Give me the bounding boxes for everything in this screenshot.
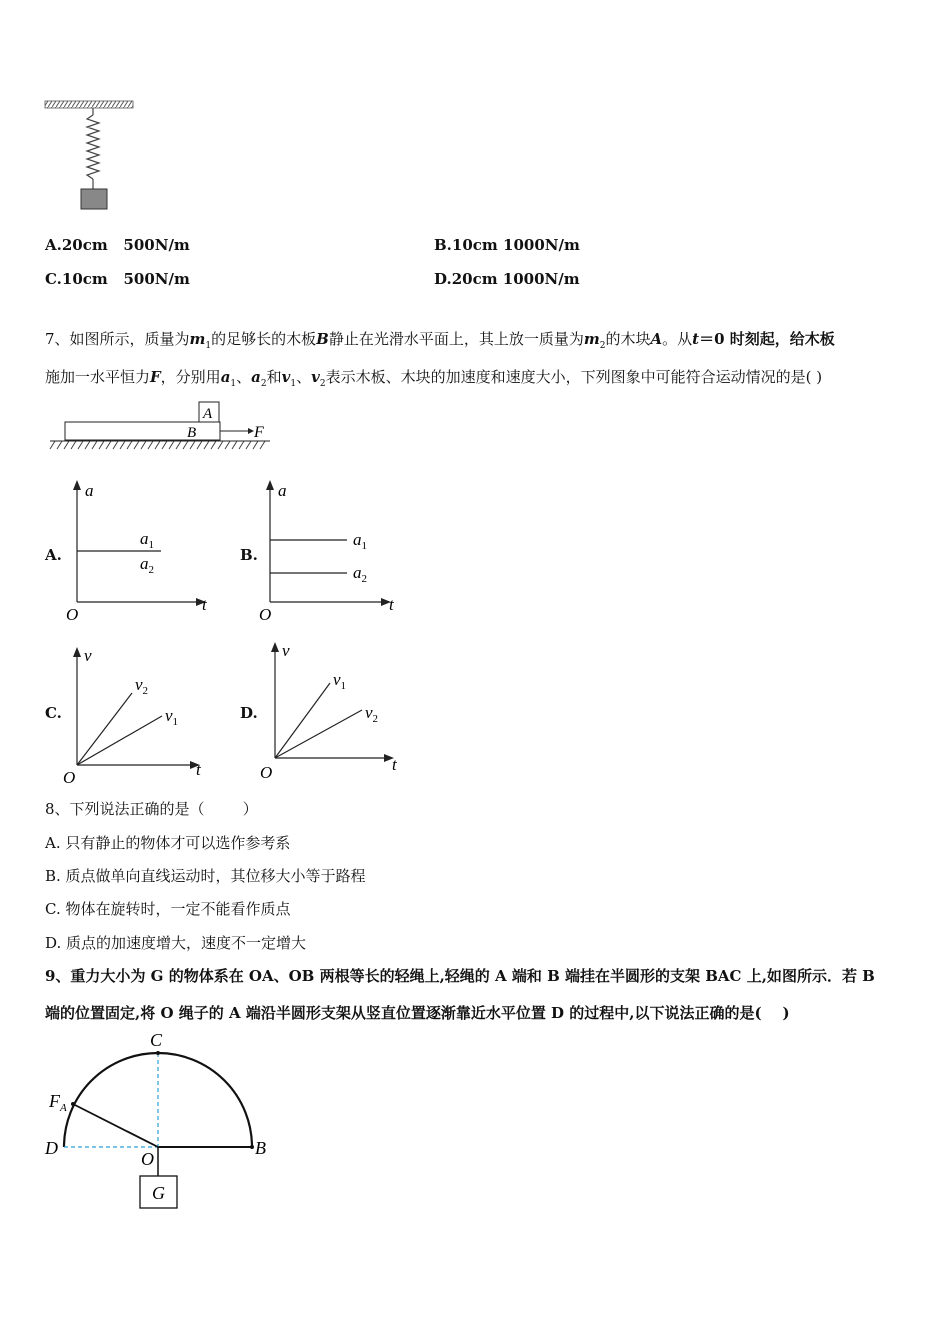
q6-option-a[interactable] bbox=[45, 236, 190, 254]
q7-text: 和 bbox=[266, 368, 282, 386]
q7-var-v1: v bbox=[281, 368, 291, 386]
q6-option-a-letter: A. bbox=[45, 236, 62, 254]
q7-text: 、 bbox=[296, 368, 312, 386]
graph-a-y-label: a bbox=[85, 481, 94, 500]
semicircle-frame-figure bbox=[40, 1026, 280, 1216]
graph-b-a2: $a_2$ bbox=[353, 563, 367, 585]
rope-oa bbox=[73, 1104, 158, 1147]
q7-var-m2: m bbox=[583, 330, 600, 348]
graph-a-a2: $a_2$ bbox=[140, 554, 154, 576]
q7-text: 、 bbox=[236, 368, 252, 386]
graph-d-v2: $v_2$ bbox=[365, 703, 379, 725]
q8-option-c[interactable]: C. 物体在旋转时，一定不能看作质点 bbox=[45, 900, 291, 918]
graph-d-x-label: t bbox=[392, 755, 397, 774]
graph-b-a1: $a_1$ bbox=[353, 530, 367, 552]
graph-a-a1: $a_1$ bbox=[140, 529, 154, 551]
q7-text: 静止在光滑水平面上，其上放一质量为 bbox=[328, 330, 584, 348]
graph-b-x-label: t bbox=[389, 595, 394, 614]
label-d: D bbox=[45, 1138, 58, 1158]
q7-var-a: A bbox=[650, 330, 663, 348]
graph-c-origin: O bbox=[63, 768, 76, 787]
point-c bbox=[156, 1051, 160, 1055]
q7-var-v2: v bbox=[311, 368, 320, 386]
label-c: C bbox=[150, 1030, 163, 1050]
q7-var-a2: a bbox=[251, 368, 261, 386]
q6-option-c-text: 10cm 500N/m bbox=[61, 270, 190, 288]
q7-option-a[interactable]: A. bbox=[45, 546, 62, 564]
graph-b-origin: O bbox=[259, 605, 272, 624]
label-o: O bbox=[141, 1149, 154, 1169]
q7-var-a1: a bbox=[220, 368, 231, 386]
q7-stem-line2 bbox=[45, 366, 822, 389]
graph-d bbox=[258, 638, 418, 783]
q6-option-b-text: 10cm 1000N/m bbox=[451, 236, 580, 254]
q7-text: ，分别用 bbox=[160, 368, 221, 386]
spring-mass-figure bbox=[40, 95, 140, 215]
q9-stem-line2: 端的位置固定,将 O 绳子的 A 端沿半圆形支架从竖直位置逐渐靠近水平位置 D 的过程中,以下说法正确的是( ) bbox=[45, 1004, 790, 1022]
graph-a-origin: O bbox=[66, 605, 79, 624]
label-b: B bbox=[255, 1138, 266, 1158]
graph-c-v2: $v_2$ bbox=[135, 675, 149, 697]
q7-var-a1-sub: 1 bbox=[230, 379, 237, 389]
q6-option-c-letter: C. bbox=[45, 270, 62, 288]
board-block-figure bbox=[45, 398, 280, 454]
q7-var-m2-sub: 2 bbox=[599, 341, 606, 351]
ground-hatch bbox=[50, 441, 265, 449]
q6-option-d[interactable] bbox=[434, 270, 580, 288]
point-a bbox=[71, 1102, 75, 1106]
graph-c-x-label: t bbox=[196, 760, 201, 779]
q7-text: 施加一水平恒力 bbox=[45, 368, 151, 386]
label-g: G bbox=[152, 1183, 165, 1203]
graph-c bbox=[60, 643, 220, 788]
board-b bbox=[65, 422, 220, 440]
graph-d-line-v1 bbox=[275, 683, 330, 758]
q7-var-v2-sub: 2 bbox=[319, 379, 326, 389]
q7-text: 的木块 bbox=[605, 330, 651, 348]
q7-text: ＝0 时刻起，给木板 bbox=[699, 330, 835, 348]
q7-var-a2-sub: 2 bbox=[260, 379, 267, 389]
point-b bbox=[250, 1145, 254, 1149]
q7-option-b[interactable]: B. bbox=[240, 546, 258, 564]
q7-var-m1: m bbox=[189, 330, 206, 348]
q6-option-c[interactable] bbox=[45, 270, 190, 288]
q8-option-b[interactable]: B. 质点做单向直线运动时，其位移大小等于路程 bbox=[45, 867, 366, 885]
graph-b-y-label: a bbox=[278, 481, 287, 500]
q9-stem-line1: 9、重力大小为 G 的物体系在 OA、OB 两根等长的轻绳上,轻绳的 A 端和 B 端挂在半圆形的支架 BAC 上,如图所示．若 B bbox=[45, 967, 875, 985]
q6-option-b[interactable] bbox=[434, 236, 580, 254]
q7-text: 的足够长的木板 bbox=[211, 330, 317, 348]
q7-option-c[interactable]: C. bbox=[45, 704, 62, 722]
q6-option-a-text: 20cm 500N/m bbox=[61, 236, 190, 254]
graph-d-origin: O bbox=[260, 763, 273, 782]
graph-c-v1: $v_1$ bbox=[165, 706, 179, 728]
graph-c-line-v1 bbox=[77, 716, 162, 765]
force-label: F bbox=[254, 424, 264, 441]
q8-stem: 8、下列说法正确的是（ ） bbox=[45, 800, 258, 818]
graph-c-y-label: v bbox=[84, 646, 92, 665]
q6-option-d-text: 20cm 1000N/m bbox=[451, 270, 580, 288]
q7-stem-line1 bbox=[45, 328, 835, 351]
q7-text: 表示木板、木块的加速度和速度大小，下列图象中可能符合运动情况的是( ) bbox=[325, 368, 823, 386]
q7-option-d[interactable]: D. bbox=[240, 704, 258, 722]
q7-text: 7、如图所示，质量为 bbox=[45, 330, 190, 348]
block-a-label: A bbox=[203, 406, 213, 422]
graph-c-line-v2 bbox=[77, 693, 132, 765]
q6-option-d-letter: D. bbox=[434, 270, 452, 288]
spring-coil bbox=[87, 115, 99, 179]
q7-var-v1-sub: 1 bbox=[290, 379, 297, 389]
graph-a bbox=[60, 478, 220, 626]
graph-b bbox=[253, 478, 413, 626]
hanging-mass bbox=[81, 189, 107, 209]
q7-var-t: t bbox=[692, 330, 700, 348]
q7-var-b: B bbox=[316, 330, 329, 348]
graph-d-line-v2 bbox=[275, 710, 362, 758]
graph-d-y-label: v bbox=[282, 641, 290, 660]
graph-a-x-label: t bbox=[202, 595, 207, 614]
q7-var-m1-sub: 1 bbox=[205, 341, 212, 351]
q8-option-a[interactable]: A. 只有静止的物体才可以选作参考系 bbox=[45, 834, 291, 852]
ceiling-hatch bbox=[45, 101, 133, 108]
q7-var-f: F bbox=[150, 368, 161, 386]
label-fa: $F_A$ bbox=[49, 1091, 67, 1114]
q6-option-b-letter: B. bbox=[434, 236, 452, 254]
board-b-label: B bbox=[187, 425, 197, 441]
q7-text: 。从 bbox=[662, 330, 693, 348]
q8-option-d[interactable]: D. 质点的加速度增大，速度不一定增大 bbox=[45, 934, 307, 952]
graph-d-v1: $v_1$ bbox=[333, 670, 347, 692]
